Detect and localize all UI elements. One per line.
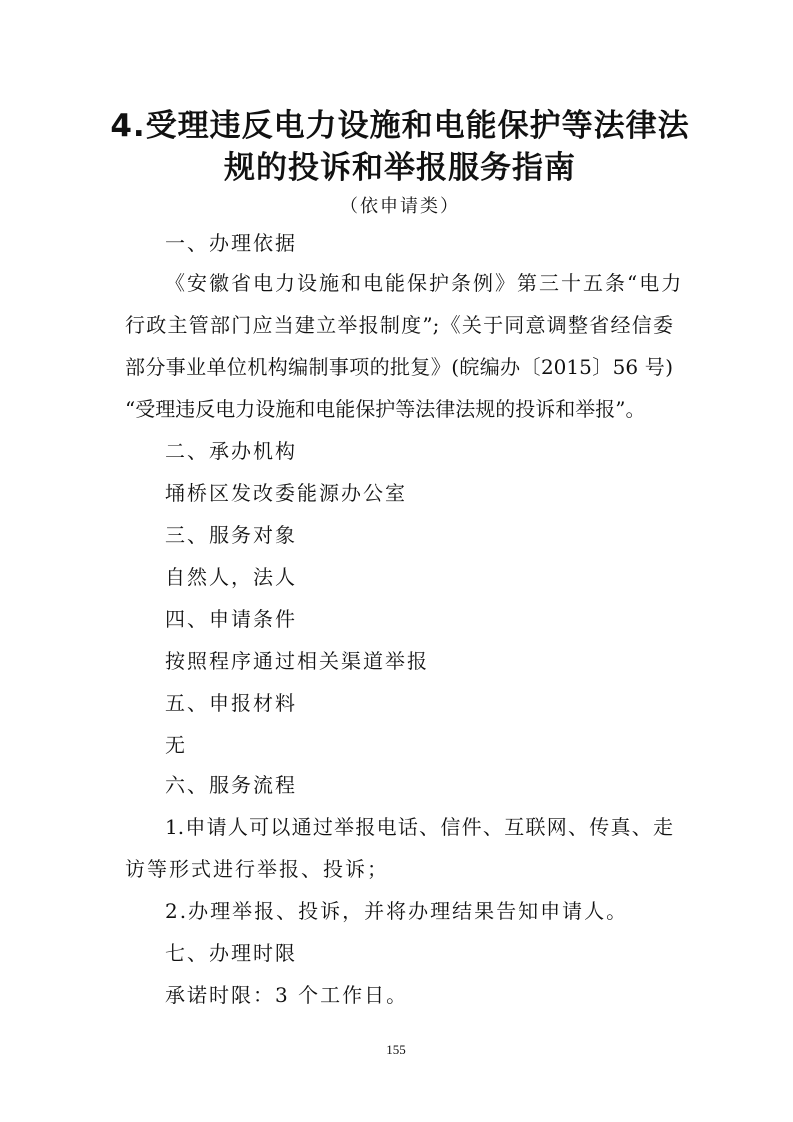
basis-text-line-2: 行政主管部门应当建立举报制度”;《关于同意调整省经信委 [125, 313, 673, 337]
basis-text-line-4: “受理违反电力设施和电能保护等法律法规的投诉和举报”。 [125, 397, 646, 421]
document-subtitle: （依申请类） [340, 196, 460, 217]
section-heading-time-limit: 七、办理时限 [165, 941, 297, 965]
process-step-2: 2.办理举报、投诉，并将办理结果告知申请人。 [165, 899, 629, 923]
section-heading-agency: 二、承办机构 [165, 439, 297, 463]
agency-text: 埇桥区发改委能源办公室 [165, 481, 407, 505]
process-step-1-line-1: 1.申请人可以通过举报电话、信件、互联网、传真、走 [165, 815, 673, 839]
section-heading-process: 六、服务流程 [165, 773, 297, 797]
document-title-line-1: 4.受理违反电力设施和电能保护等法律法 [110, 108, 690, 144]
basis-text-line-1: 《安徽省电力设施和电能保护条例》第三十五条“电力 [165, 271, 684, 295]
time-limit-text: 承诺时限：3 个工作日。 [165, 983, 409, 1007]
materials-text: 无 [165, 733, 187, 757]
basis-text-line-3: 部分事业单位机构编制事项的批复》(皖编办〔2015〕56 号) [125, 355, 673, 379]
document-title-line-2: 规的投诉和举报服务指南 [224, 150, 576, 186]
target-text: 自然人，法人 [165, 565, 297, 589]
conditions-text: 按照程序通过相关渠道举报 [165, 649, 429, 673]
section-heading-basis: 一、办理依据 [165, 231, 297, 255]
page-number: 155 [386, 1042, 406, 1057]
section-heading-materials: 五、申报材料 [165, 691, 297, 715]
section-heading-conditions: 四、申请条件 [165, 607, 297, 631]
process-step-1-line-2: 访等形式进行举报、投诉； [125, 857, 389, 881]
section-heading-target: 三、服务对象 [165, 523, 297, 547]
